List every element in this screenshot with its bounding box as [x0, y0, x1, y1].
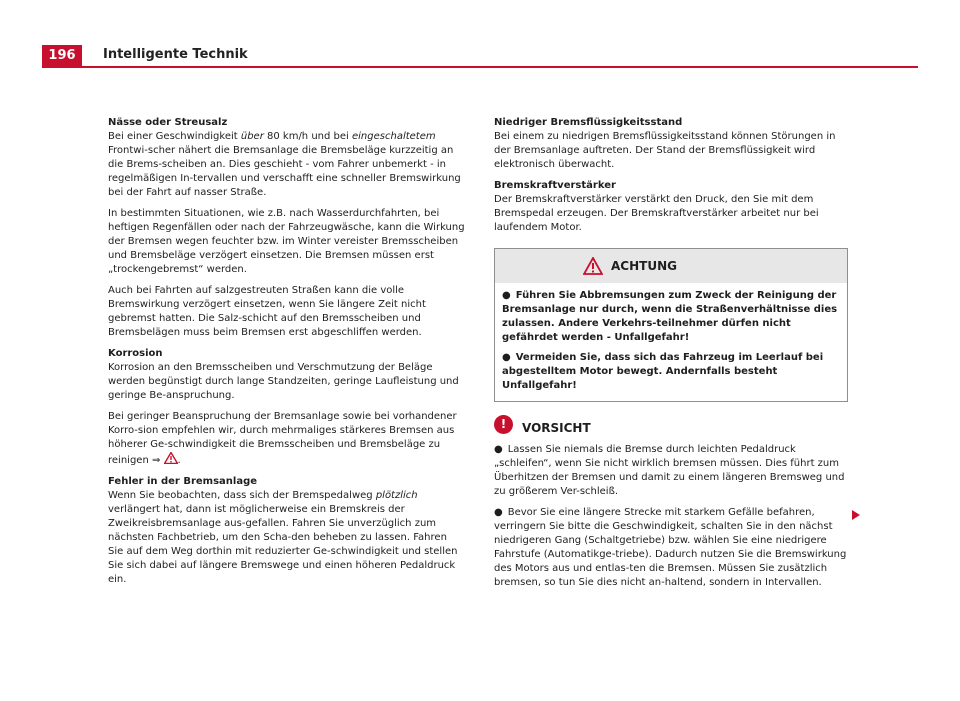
achtung-header	[495, 249, 847, 283]
paragraph: Auch bei Fahrten auf salzgestreuten Straßen kann die volle Bremswirkung verzögert einsetzen, wenn Sie längere Zeit nicht gebremst hatten. Die Salz-schicht auf den Bremsscheiben und Bremsbelägen muss beim Bremsen erst abgeschliffen werden.	[108, 285, 426, 338]
achtung-body	[495, 283, 847, 401]
section-heading-korrosion: Korrosion	[108, 348, 163, 359]
paragraph: Der Bremskraftverstärker verstärkt den Druck, den Sie mit dem Bremspedal erzeugen. Der Bremskraftverstärker arbeitet nur bei laufendem Motor.	[494, 194, 819, 233]
paragraph: In bestimmten Situationen, wie z.B. nach Wasserdurchfahrten, bei heftigen Regenfällen oder nach der Fahrzeugwäsche, kann die Wirkung der Bremsen wegen feuchter bzw. im Winter vereister Bremsscheiben und Bremsbeläge verzögert einsetzen. Die Bremsen müssen erst „trockengebremst“ werden.	[108, 208, 465, 275]
section-heading-niedriger: Niedriger Bremsflüssigkeitsstand	[494, 117, 683, 128]
warning-triangle-icon	[583, 257, 603, 275]
warning-triangle-icon	[164, 452, 178, 464]
paragraph: Bei einer Geschwindigkeit über 80 km/h und bei eingeschaltetem Frontwi-scher nähert die Bremsanlage die Bremsbeläge kurzzeitig an die Brems-scheiben an. Dies geschieht - vom Fahrer unbemerkt - in regelmäßigen In-tervallen und verschafft eine schneller Bremswirkung bei der Fahrt auf nasser Straße.	[108, 131, 461, 198]
left-column	[108, 116, 465, 594]
paragraph: Wenn Sie beobachten, dass sich der Bremspedalweg plötzlich verlängert hat, dann ist möglicherweise ein Bremskreis der Zweikreisbremsanlage aus-gefallen. Fahren Sie unverzüglich zum nächsten Fachbetrieb, um den Scha-den beheben zu lassen. Fahren Sie auf dem Weg dorthin mit reduzierter Ge-schwindigkeit und stellen Sie sich dabei auf längere Bremswege und einen höheren Pedaldruck ein.	[108, 490, 458, 585]
bullet-icon: ●	[494, 507, 503, 518]
list-item: ● Vermeiden Sie, dass sich das Fahrzeug im Leerlauf bei abgestelltem Motor bewegt. Andernfalls besteht Unfallgefahr!	[502, 352, 824, 391]
bullet-icon: ●	[494, 444, 503, 455]
vorsicht-caution-box	[494, 415, 848, 590]
page-number: 196	[42, 45, 82, 67]
paragraph: Bei einem zu niedrigen Bremsflüssigkeitsstand können Störungen in der Bremsanlage auftreten. Der Stand der Bremsflüssigkeit wird elektronisch überwacht.	[494, 131, 836, 170]
bullet-icon: ●	[502, 290, 511, 301]
list-item: ● Führen Sie Abbremsungen zum Zweck der Reinigung der Bremsanlage nur durch, wenn die Straßenverhältnisse dies zulassen. Andere Verkehrs-teilnehmer dürfen nicht gefährdet werden - Unfallgefahr!	[502, 290, 838, 343]
vorsicht-header	[494, 415, 848, 437]
header-divider	[42, 66, 918, 68]
achtung-title: ACHTUNG	[611, 259, 677, 273]
section-heading-bkv: Bremskraftverstärker	[494, 180, 616, 191]
right-column	[494, 116, 848, 597]
header-title: Intelligente Technik	[103, 47, 248, 62]
bullet-icon: ●	[502, 352, 511, 363]
continue-arrow-icon[interactable]	[851, 510, 861, 520]
vorsicht-title: VORSICHT	[522, 421, 591, 435]
caution-exclamation-icon: !	[494, 415, 513, 434]
list-item: ● Lassen Sie niemals die Bremse durch leichten Pedaldruck „schleifen“, wenn Sie nicht wirklich bremsen müssen. Dies führt zum Überhitzen der Bremsen und damit zu einem längeren Bremsweg und zu größerem Ver-schleiß.	[494, 444, 845, 497]
paragraph: Bei geringer Beanspruchung der Bremsanlage sowie bei vorhandener Korro-sion empfehlen wir, durch mehrmaliges stärkeres Bremsen aus höherer Ge-schwindigkeit die Bremsscheiben und Bremsbeläge zu reinigen ⇒ .	[108, 411, 457, 466]
section-heading-fehler: Fehler in der Bremsanlage	[108, 476, 258, 487]
paragraph: Korrosion an den Bremsscheiben und Verschmutzung der Beläge werden begünstigt durch lange Standzeiten, geringe Laufleistung und geringe Be-anspruchung.	[108, 362, 459, 401]
section-heading-nasse: Nässe oder Streusalz	[108, 117, 228, 128]
achtung-warning-box	[494, 248, 848, 402]
list-item: ● Bevor Sie eine längere Strecke mit starkem Gefälle befahren, verringern Sie bitte die Geschwindigkeit, schalten Sie in den nächst niedrigeren Gang (Schaltgetriebe) bzw. wählen Sie eine niedrigere Fahrstufe (Automatikge-triebe). Dadurch nutzen Sie die Bremswirkung des Motors aus und entlas-ten die Bremsen. Müssen Sie zusätzlich bremsen, so tun Sie dies nicht an-haltend, sondern in Intervallen.	[494, 507, 847, 588]
warning-reference-link[interactable]	[164, 455, 178, 466]
